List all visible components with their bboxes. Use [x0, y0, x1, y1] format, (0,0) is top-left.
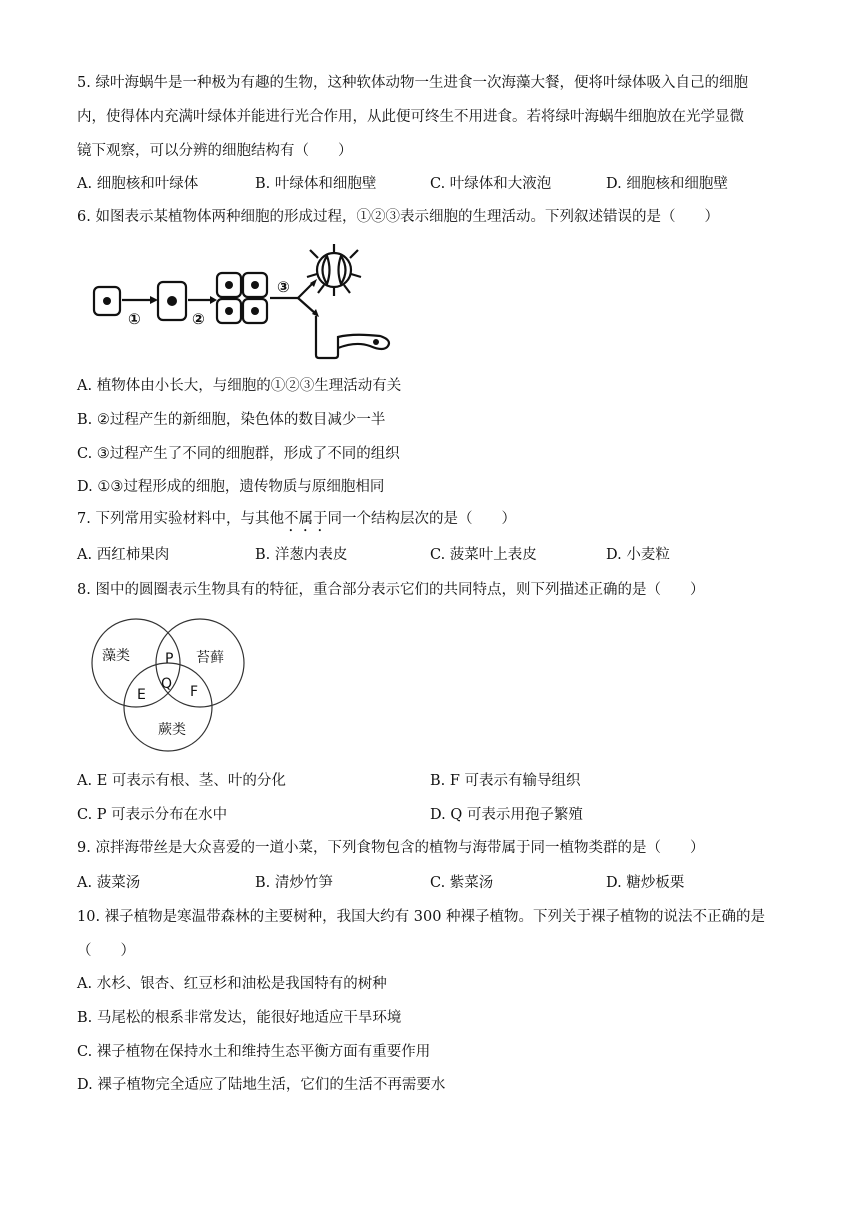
venn-region-f: F [190, 684, 199, 700]
q8-option-d: D. Q 可表示用孢子繁殖 [430, 807, 583, 823]
q10-option-a: A. 水杉、银杏、红豆杉和油松是我国特有的树种 [77, 976, 387, 992]
q7-option-c: C. 菠菜叶上表皮 [430, 547, 537, 563]
venn-region-e: E [137, 687, 146, 703]
q5-stem-line-2: 内，使得体内充满叶绿体并能进行光合作用，从此便可终生不用进食。若将绿叶海蜗牛细胞放在光学显微 [77, 109, 744, 125]
process-label-1: ① [128, 310, 141, 328]
q5-stem-line-3: 镜下观察，可以分辨的细胞结构有（ ） [77, 143, 353, 159]
q7-option-d: D. 小麦粒 [606, 547, 670, 563]
q5-stem-line-1: 5. 绿叶海蜗牛是一种极为有趣的生物，这种软体动物一生进食一次海藻大餐，便将叶绿体吸入自己的细胞 [77, 75, 748, 91]
q5-option-a: A. 细胞核和叶绿体 [77, 176, 199, 192]
q9-option-a: A. 菠菜汤 [77, 875, 141, 891]
q6-option-b: B. ②过程产生的新细胞，染色体的数目减少一半 [77, 412, 386, 428]
q10-option-b: B. 马尾松的根系非常发达，能很好地适应干旱环境 [77, 1010, 402, 1026]
q6-option-d: D. ①③过程形成的细胞，遗传物质与原细胞相同 [77, 479, 385, 495]
q6-option-a: A. 植物体由小长大，与细胞的①②③生理活动有关 [77, 378, 402, 394]
q9-option-c: C. 紫菜汤 [430, 875, 494, 891]
q9-option-d: D. 糖炒板栗 [606, 875, 685, 891]
q8-option-b: B. F 可表示有输导组织 [430, 773, 581, 789]
q7-stem-emphasis: 不属于 [283, 511, 328, 527]
q10-option-c: C. 裸子植物在保持水土和维持生态平衡方面有重要作用 [77, 1044, 431, 1060]
q8-stem: 8. 图中的圆圈表示生物具有的特征，重合部分表示它们的共同特点，则下列描述正确的是（ ） [77, 582, 705, 598]
q6-option-c: C. ③过程产生了不同的细胞群，形成了不同的组织 [77, 446, 400, 462]
q10-stem-line-1: 10. 裸子植物是寒温带森林的主要树种，我国大约有 300 种裸子植物。下列关于裸子植物的说法不正确的是 [77, 909, 766, 925]
q5-option-d: D. 细胞核和细胞壁 [606, 176, 728, 192]
q7-stem-after: 同一个结构层次的是（ ） [327, 511, 516, 527]
q5-option-b: B. 叶绿体和细胞壁 [255, 176, 377, 192]
process-label-2: ② [192, 310, 205, 328]
q7-option-b: B. 洋葱内表皮 [255, 547, 348, 563]
process-label-3: ③ [277, 278, 290, 296]
cell-division-diagram [88, 230, 408, 362]
q7-stem-before: 7. 下列常用实验材料中，与其他 [77, 511, 284, 527]
venn-label-fern: 蕨类 [158, 722, 186, 738]
venn-region-p: P [165, 651, 174, 667]
q9-stem: 9. 凉拌海带丝是大众喜爱的一道小菜，下列食物包含的植物与海带属于同一植物类群的是（ ） [77, 840, 705, 856]
q8-option-a: A. E 可表示有根、茎、叶的分化 [77, 773, 286, 789]
venn-diagram [86, 616, 252, 752]
venn-label-moss: 苔藓 [196, 650, 224, 666]
q5-option-c: C. 叶绿体和大液泡 [430, 176, 552, 192]
q10-option-d: D. 裸子植物完全适应了陆地生活，它们的生活不再需要水 [77, 1077, 446, 1093]
q8-option-c: C. P 可表示分布在水中 [77, 807, 228, 823]
venn-region-q: Q [161, 676, 173, 692]
q7-option-a: A. 西红柿果肉 [77, 547, 170, 563]
q6-stem: 6. 如图表示某植物体两种细胞的形成过程，①②③表示细胞的生理活动。下列叙述错误的是（ ） [77, 209, 719, 225]
q10-stem-line-2: （ ） [77, 943, 135, 959]
venn-label-algae: 藻类 [102, 648, 130, 664]
q7-stem [77, 509, 516, 535]
q9-option-b: B. 清炒竹笋 [255, 875, 333, 891]
